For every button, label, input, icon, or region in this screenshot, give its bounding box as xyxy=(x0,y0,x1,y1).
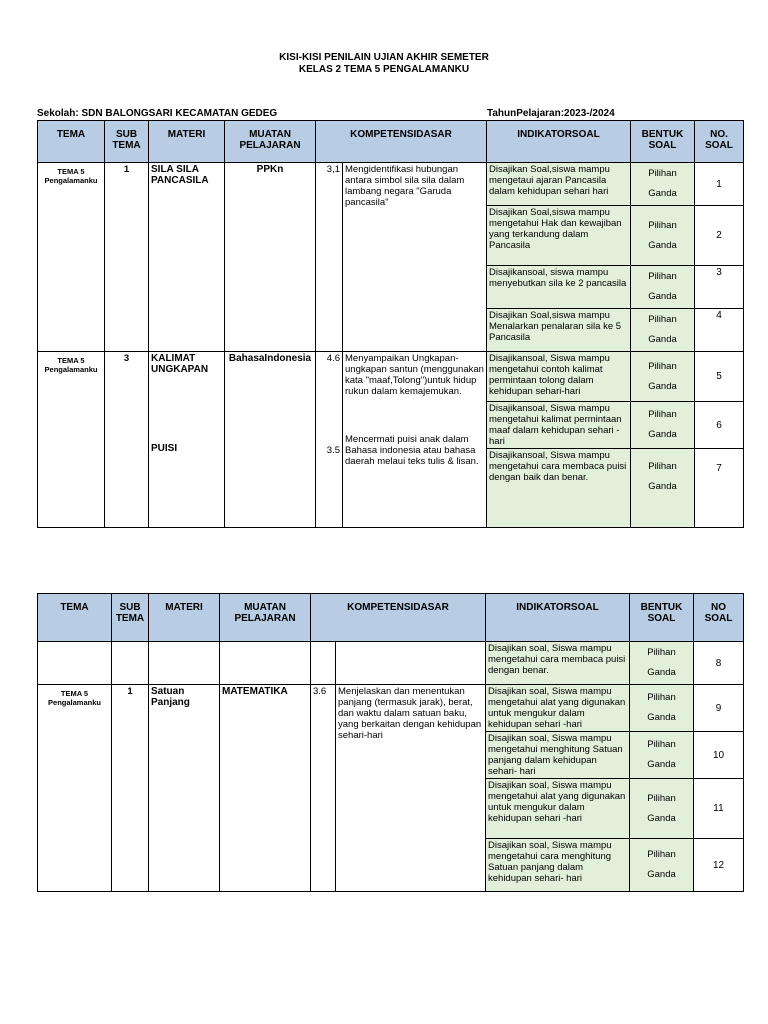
header-materi: MATERI xyxy=(149,121,225,163)
bentuk-cell: Pilihan Ganda xyxy=(630,642,694,685)
header-tema: TEMA xyxy=(38,594,112,642)
header-muatan: MUATAN PELAJARAN xyxy=(225,121,316,163)
header-sub-tema: SUB TEMA xyxy=(112,594,149,642)
sub-tema-cell: 1 xyxy=(112,685,149,892)
indikator-cell: Disajikan soal, Siswa mampu mengetahui alat yang digunakan untuk mengukur dalam kehidupan sehari -hari xyxy=(486,779,630,839)
school-label: Sekolah: SDN BALONGSARI KECAMATAN GEDEG xyxy=(37,108,278,119)
header-kompetensi: KOMPETENSIDASAR xyxy=(316,121,487,163)
bentuk-cell: Pilihan Ganda xyxy=(631,266,695,309)
kd-number: 3.6 xyxy=(311,685,336,892)
header-sub-tema: SUB TEMA xyxy=(105,121,149,163)
indikator-cell: Disajikansoal, siswa mampu menyebutkan sila ke 2 pancasila xyxy=(487,266,631,309)
no-cell: 8 xyxy=(694,642,744,685)
bentuk-cell: Pilihan Ganda xyxy=(631,206,695,266)
bentuk-cell: Pilihan Ganda xyxy=(630,732,694,779)
table-row xyxy=(38,685,744,732)
header-indikator: INDIKATORSOAL xyxy=(486,594,630,642)
header-bentuk: BENTUK SOAL xyxy=(631,121,695,163)
header-no: NO. SOAL xyxy=(695,121,744,163)
header-indikator: INDIKATORSOAL xyxy=(487,121,631,163)
tema-cell: TEMA 5 Pengalamanku xyxy=(38,352,105,528)
table-row xyxy=(38,352,744,402)
bentuk-cell: Pilihan Ganda xyxy=(631,163,695,206)
kd-number: 3,1 xyxy=(316,163,343,352)
sub-tema-cell-empty xyxy=(112,642,149,685)
bentuk-cell: Pilihan Ganda xyxy=(631,352,695,402)
document-title: KISI-KISI PENILAIN UJIAN AKHIR SEMETER xyxy=(279,52,489,63)
no-cell: 3 xyxy=(695,266,744,309)
table-header-row xyxy=(38,121,744,163)
indikator-cell: Disajikan soal, Siswa mampu mengetahui menghitung Satuan panjang dalam kehidupan sehari- hari xyxy=(486,732,630,779)
muatan-cell: PPKn xyxy=(225,163,316,352)
kd-number-empty xyxy=(311,642,336,685)
indikator-cell: Disajikan Soal,siswa mampu mengetahui Hak dan kewajiban yang terkandung dalam Pancasila xyxy=(487,206,631,266)
kd-text: Mengidentifikasi hubungan antara simbol sila sila dalam lambang negara "Garuda pancasila" xyxy=(343,163,487,352)
indikator-cell: Disajikansoal, Siswa mampu mengetahui contoh kalimat permintaan tolong dalam kehidupan sehari-hari xyxy=(487,352,631,402)
no-cell: 12 xyxy=(694,839,744,892)
kd-text-2: Mencermati puisi anak dalam Bahasa indonesia atau bahasa daerah melaui teks tulis & lisan. xyxy=(345,434,479,467)
header-materi: MATERI xyxy=(149,594,220,642)
no-cell: 10 xyxy=(694,732,744,779)
indikator-cell: Disajikan Soal,siswa mampu mengetaui ajaran Pancasila dalam kehidupan sehari hari xyxy=(487,163,631,206)
kd-number-2: 3.5 xyxy=(326,445,340,456)
bentuk-cell: Pilihan Ganda xyxy=(631,449,695,528)
header-tema: TEMA xyxy=(38,121,105,163)
muatan-cell: BahasaIndonesia xyxy=(225,352,316,528)
no-cell: 5 xyxy=(695,352,744,402)
indikator-cell: Disajikan Soal,siswa mampu Menalarkan penalaran sila ke 5 Pancasila xyxy=(487,309,631,352)
muatan-cell: MATEMATIKA xyxy=(220,685,311,892)
no-cell: 11 xyxy=(694,779,744,839)
table-row xyxy=(38,642,744,685)
header-kompetensi: KOMPETENSIDASAR xyxy=(311,594,486,642)
no-cell: 1 xyxy=(695,163,744,206)
header-bentuk: BENTUK SOAL xyxy=(630,594,694,642)
bentuk-cell: Pilihan Ganda xyxy=(630,779,694,839)
indikator-cell: Disajikansoal, Siswa mampu mengetahui kalimat permintaan maaf dalam kehidupan sehari - hari xyxy=(487,402,631,449)
sub-tema-cell: 1 xyxy=(105,163,149,352)
indikator-cell: Disajikan soal, Siswa mampu mengetahui cara menghitung Satuan panjang dalam kehidupan sehari- hari xyxy=(486,839,630,892)
sub-tema-cell: 3 xyxy=(105,352,149,528)
no-cell: 6 xyxy=(695,402,744,449)
indikator-cell: Disajikan soal, Siswa mampu mengetahui cara membaca puisi dengan benar. xyxy=(486,642,630,685)
indikator-cell: Disajikan soal, Siswa mampu mengetahui alat yang digunakan untuk mengukur dalam kehidupan sehari -hari xyxy=(486,685,630,732)
bentuk-cell: Pilihan Ganda xyxy=(630,685,694,732)
no-cell: 2 xyxy=(695,206,744,266)
kd-text: Menjelaskan dan menentukan panjang (termasuk jarak), berat, dan waktu dalam satuan baku, yang berkaitan dengan kehidupan sehari-hari xyxy=(336,685,486,892)
kisi-kisi-table-2 xyxy=(37,593,744,892)
materi-cell: SILA SILA PANCASILA xyxy=(149,163,225,352)
materi-cell-empty xyxy=(149,642,220,685)
indikator-cell: Disajikansoal, Siswa mampu mengetahui cara membaca puisi dengan baik dan benar. xyxy=(487,449,631,528)
materi-kalimat-ungkapan: KALIMAT UNGKAPAN xyxy=(151,353,209,375)
bentuk-cell: Pilihan Ganda xyxy=(630,839,694,892)
header-no: NO SOAL xyxy=(694,594,744,642)
document-subtitle: KELAS 2 TEMA 5 PENGALAMANKU xyxy=(298,64,470,75)
no-cell: 7 xyxy=(695,449,744,528)
no-cell: 4 xyxy=(695,309,744,352)
table-row xyxy=(38,163,744,206)
kd-text xyxy=(343,352,487,528)
materi-cell: Satuan Panjang xyxy=(149,685,220,892)
school-year-label: TahunPelajaran:2023-/2024 xyxy=(487,108,615,119)
muatan-cell-empty xyxy=(220,642,311,685)
kd-number-1: 4.6 xyxy=(326,353,340,364)
materi-cell xyxy=(149,352,225,528)
bentuk-cell: Pilihan Ganda xyxy=(631,309,695,352)
materi-puisi: PUISI xyxy=(151,443,178,454)
tema-cell: TEMA 5 Pengalamanku xyxy=(38,163,105,352)
tema-cell-empty xyxy=(38,642,112,685)
table-header-row xyxy=(38,594,744,642)
no-cell: 9 xyxy=(694,685,744,732)
tema-cell: TEMA 5 Pengalamanku xyxy=(38,685,112,892)
kd-text-1: Menyampaikan Ungkapan-ungkapan santun (menggunakan kata "maaf,Tolong")untuk hidup rukun dalam kemajemukan. xyxy=(345,353,484,397)
kd-text-empty xyxy=(336,642,486,685)
kisi-kisi-table-1 xyxy=(37,120,744,528)
bentuk-cell: Pilihan Ganda xyxy=(631,402,695,449)
kd-number xyxy=(316,352,343,528)
header-muatan: MUATAN PELAJARAN xyxy=(220,594,311,642)
